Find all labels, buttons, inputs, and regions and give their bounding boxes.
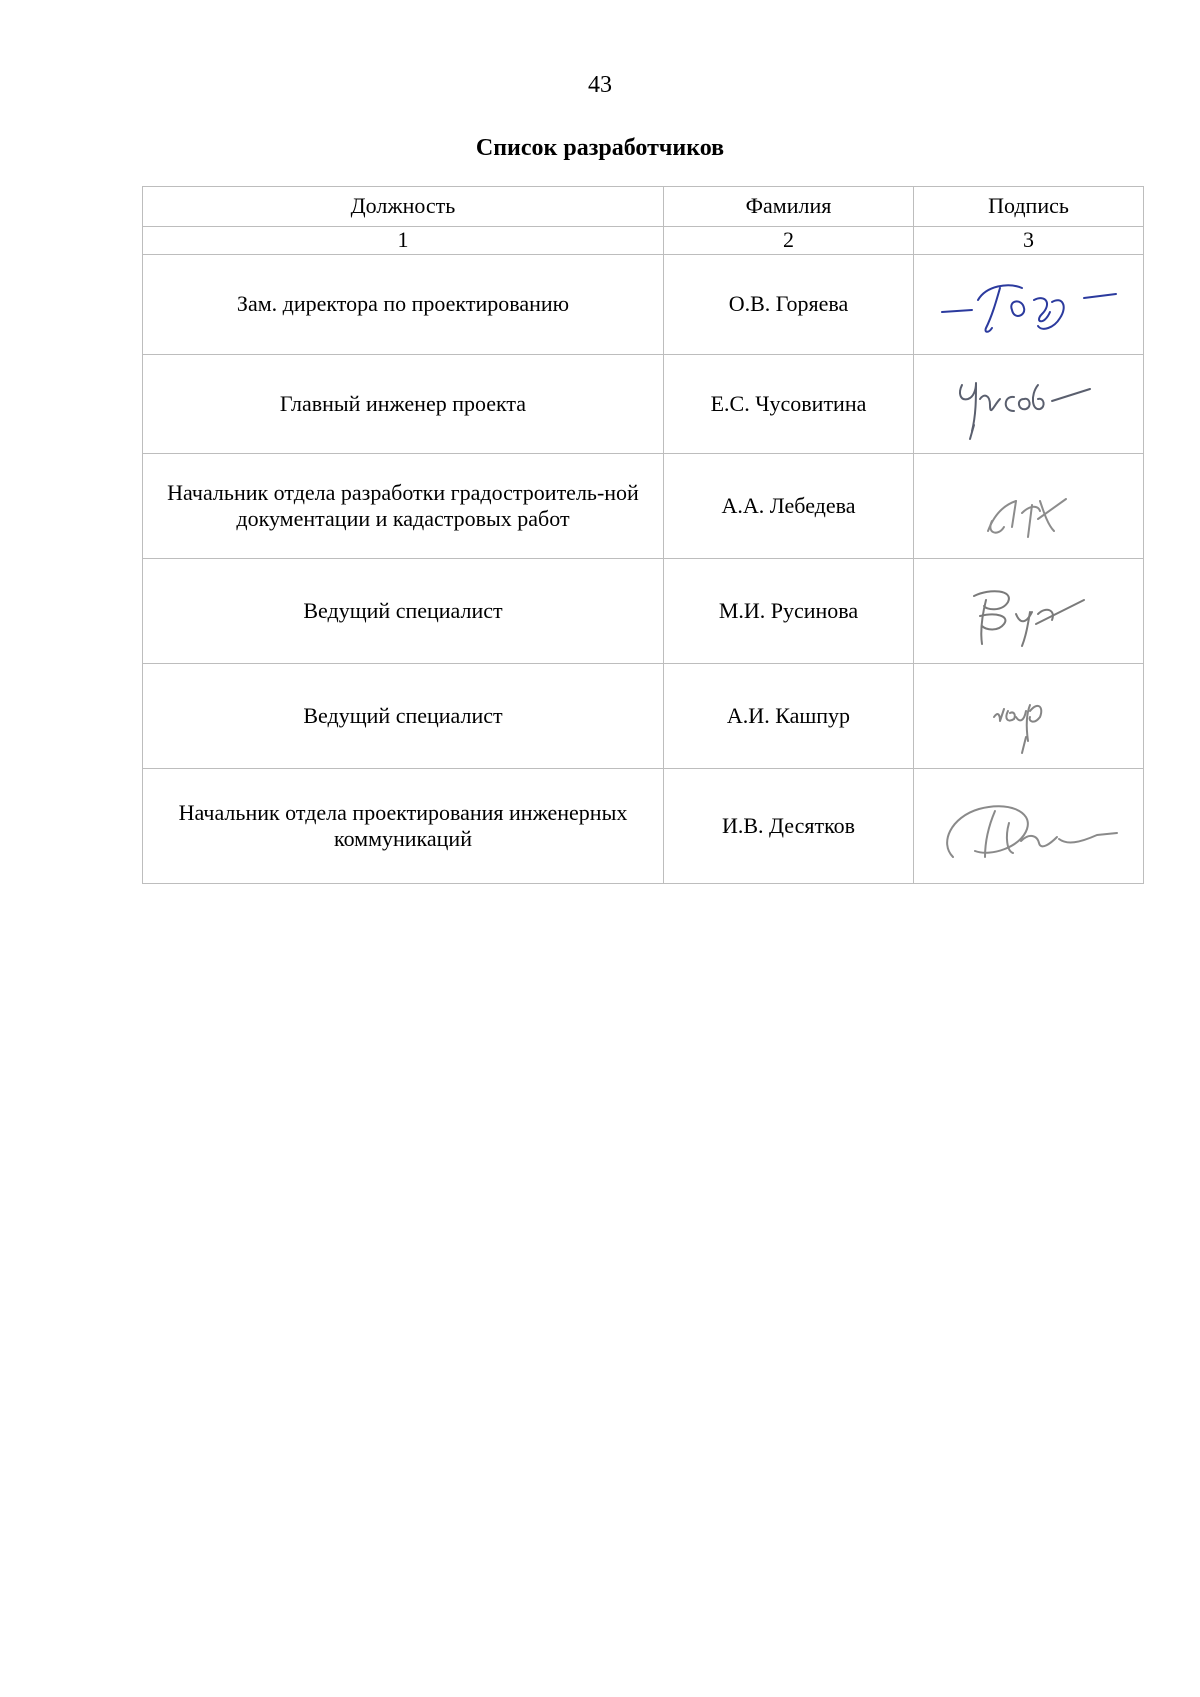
name-cell: О.В. Горяева	[664, 255, 914, 355]
position-cell: Начальник отдела проектирования инженерных коммуникаций	[143, 769, 664, 884]
name-cell: А.И. Кашпур	[664, 664, 914, 769]
header-row	[143, 187, 1144, 227]
table-row	[143, 255, 1144, 355]
developers-table	[142, 186, 1144, 884]
handwritten-signature	[934, 359, 1124, 449]
column-number: 3	[914, 227, 1144, 255]
header-position: Должность	[143, 187, 664, 227]
column-number: 2	[664, 227, 914, 255]
name-cell: А.А. Лебедева	[664, 454, 914, 559]
position-cell: Ведущий специалист	[143, 664, 664, 769]
header-signature: Подпись	[914, 187, 1144, 227]
position-cell: Главный инженер проекта	[143, 355, 664, 454]
signature-cell	[914, 559, 1144, 664]
handwritten-signature	[934, 671, 1124, 761]
handwritten-signature	[934, 260, 1124, 350]
table-row	[143, 355, 1144, 454]
name-cell: Е.С. Чусовитина	[664, 355, 914, 454]
table-row	[143, 454, 1144, 559]
signature-cell	[914, 355, 1144, 454]
name-cell: М.И. Русинова	[664, 559, 914, 664]
signature-cell	[914, 454, 1144, 559]
position-cell: Зам. директора по проектированию	[143, 255, 664, 355]
position-cell: Начальник отдела разработки градостроитель-ной документации и кадастровых работ	[143, 454, 664, 559]
signature-cell	[914, 769, 1144, 884]
table-row	[143, 664, 1144, 769]
position-cell: Ведущий специалист	[143, 559, 664, 664]
signature-cell	[914, 664, 1144, 769]
document-title: Список разработчиков	[475, 135, 725, 161]
table-row	[143, 769, 1144, 884]
page-number: 43	[588, 72, 612, 98]
column-number-row	[143, 227, 1144, 255]
name-cell: И.В. Десятков	[664, 769, 914, 884]
handwritten-signature	[934, 566, 1124, 656]
handwritten-signature	[929, 781, 1129, 871]
table-row	[143, 559, 1144, 664]
column-number: 1	[143, 227, 664, 255]
handwritten-signature	[934, 461, 1124, 551]
signature-cell	[914, 255, 1144, 355]
header-name: Фамилия	[664, 187, 914, 227]
